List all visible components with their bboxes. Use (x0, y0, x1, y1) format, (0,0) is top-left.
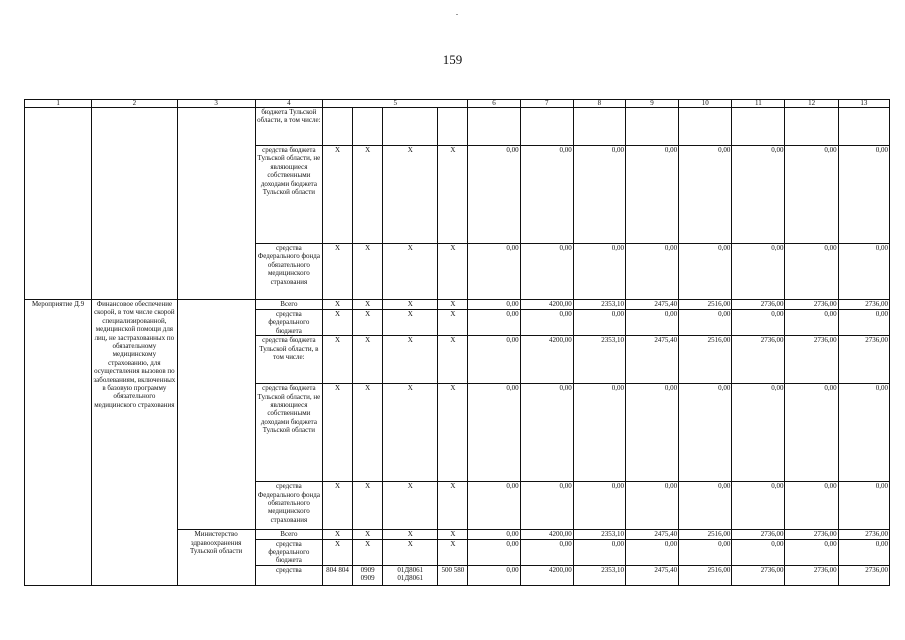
budget-code-cell: X (438, 300, 468, 310)
amount-cell: 0,00 (468, 565, 520, 585)
measure-description: Финансовое обеспечение скорой, в том числе скорой специализированной, медицинской помощи для лиц, не застрахованных по обязательному медицинскому страхованию, для осуществления вызовов по заболеваниям, включенных в базовую программу обязательного медицинского страхования (92, 300, 177, 586)
amount-cell: 2353,10 (573, 336, 625, 384)
amount-cell: 4200,00 (520, 565, 573, 585)
amount-cell: 2516,00 (679, 530, 732, 539)
amount-cell: 0,00 (732, 539, 785, 565)
budget-code-cell: X (322, 482, 352, 530)
budget-code-cell: 0909 0909 (353, 565, 383, 585)
funding-source: бюджета Тульской области, в том числе: (255, 108, 322, 146)
amount-cell: 0,00 (468, 336, 520, 384)
budget-code-cell: X (383, 384, 438, 482)
budget-code-cell (353, 108, 383, 146)
amount-cell: 4200,00 (520, 336, 573, 384)
amount-cell: 4200,00 (520, 530, 573, 539)
amount-cell: 0,00 (785, 539, 838, 565)
amount-cell: 0,00 (468, 539, 520, 565)
budget-code-cell: X (322, 530, 352, 539)
amount-cell: 0,00 (573, 384, 625, 482)
amount-cell: 0,00 (573, 539, 625, 565)
budget-code-cell: X (438, 539, 468, 565)
amount-cell (625, 108, 678, 146)
amount-cell: 0,00 (520, 310, 573, 336)
funding-source: средства Федерального фонда обязательного медицинского страхования (255, 482, 322, 530)
budget-code-cell (383, 108, 438, 146)
amount-cell: 0,00 (838, 539, 889, 565)
budget-code-cell: X (353, 530, 383, 539)
amount-cell: 2736,00 (785, 336, 838, 384)
amount-cell: 0,00 (732, 244, 785, 300)
header-cell: 8 (573, 100, 625, 108)
header-cell: 3 (177, 100, 255, 108)
budget-code-cell: X (353, 336, 383, 384)
amount-cell: 0,00 (468, 146, 520, 244)
budget-code-cell (438, 108, 468, 146)
budget-code-cell: X (438, 384, 468, 482)
amount-cell: 0,00 (468, 310, 520, 336)
budget-code-cell: X (438, 482, 468, 530)
header-cell: 1 (25, 100, 92, 108)
amount-cell: 2353,10 (573, 530, 625, 539)
amount-cell: 0,00 (625, 310, 678, 336)
header-cell: 2 (92, 100, 177, 108)
amount-cell: 0,00 (679, 384, 732, 482)
funding-source: средства бюджета Тульской области, в том числе: (255, 336, 322, 384)
amount-cell (468, 108, 520, 146)
header-cell: 4 (255, 100, 322, 108)
amount-cell: 0,00 (679, 310, 732, 336)
header-cell: 5 (322, 100, 467, 108)
amount-cell: 2475,40 (625, 530, 678, 539)
budget-code-cell: X (383, 336, 438, 384)
amount-cell: 2475,40 (625, 336, 678, 384)
page-mark (456, 14, 458, 15)
amount-cell: 4200,00 (520, 300, 573, 310)
amount-cell: 2353,10 (573, 565, 625, 585)
amount-cell: 0,00 (732, 384, 785, 482)
amount-cell: 0,00 (468, 482, 520, 530)
amount-cell (573, 108, 625, 146)
amount-cell: 0,00 (520, 384, 573, 482)
budget-code-cell: X (322, 244, 352, 300)
budget-table (24, 99, 890, 586)
budget-code-cell: X (353, 300, 383, 310)
funding-source: Всего (255, 530, 322, 539)
amount-cell (520, 108, 573, 146)
funding-source: средства федерального бюджета (255, 539, 322, 565)
amount-cell: 2736,00 (838, 336, 889, 384)
budget-code-cell: X (383, 310, 438, 336)
page-number: 159 (442, 52, 463, 67)
amount-cell: 0,00 (520, 244, 573, 300)
header-cell: 7 (520, 100, 573, 108)
budget-code-cell: X (322, 310, 352, 336)
blank-cell (92, 108, 177, 300)
amount-cell: 0,00 (732, 482, 785, 530)
budget-code-cell: X (383, 300, 438, 310)
header-cell: 11 (732, 100, 785, 108)
budget-code-cell: X (383, 539, 438, 565)
funding-source: средства (255, 565, 322, 585)
amount-cell: 0,00 (573, 310, 625, 336)
amount-cell: 0,00 (625, 146, 678, 244)
amount-cell: 0,00 (838, 244, 889, 300)
budget-code-cell: X (353, 482, 383, 530)
budget-code-cell: X (353, 244, 383, 300)
amount-cell: 0,00 (520, 482, 573, 530)
amount-cell: 0,00 (468, 244, 520, 300)
amount-cell: 0,00 (785, 482, 838, 530)
header-cell: 12 (785, 100, 838, 108)
header-row (25, 100, 890, 108)
amount-cell: 0,00 (838, 146, 889, 244)
amount-cell: 2475,40 (625, 300, 678, 310)
amount-cell (785, 108, 838, 146)
amount-cell: 2516,00 (679, 336, 732, 384)
budget-code-cell: X (322, 384, 352, 482)
budget-code-cell: X (322, 336, 352, 384)
budget-code-cell: X (353, 146, 383, 244)
amount-cell: 0,00 (573, 244, 625, 300)
budget-code-cell: X (438, 244, 468, 300)
amount-cell: 0,00 (520, 146, 573, 244)
amount-cell: 0,00 (732, 146, 785, 244)
amount-cell: 0,00 (679, 146, 732, 244)
amount-cell: 2736,00 (732, 300, 785, 310)
amount-cell: 2736,00 (838, 300, 889, 310)
budget-code-cell: 500 580 (438, 565, 468, 585)
amount-cell: 0,00 (838, 482, 889, 530)
amount-cell: 2516,00 (679, 300, 732, 310)
budget-code-cell: X (353, 539, 383, 565)
amount-cell (679, 108, 732, 146)
executor-name: Министерство здравоохранения Тульской области (177, 530, 255, 586)
amount-cell: 0,00 (625, 244, 678, 300)
table-row (25, 300, 890, 310)
budget-code-cell: X (383, 146, 438, 244)
amount-cell: 2475,40 (625, 565, 678, 585)
amount-cell (838, 108, 889, 146)
funding-source: средства бюджета Тульской области, не являющиеся собственными доходами бюджета Тульской области (255, 384, 322, 482)
amount-cell: 2736,00 (785, 530, 838, 539)
budget-code-cell: 804 804 (322, 565, 352, 585)
amount-cell: 0,00 (785, 244, 838, 300)
budget-code-cell: 01Д8061 01Д8061 (383, 565, 438, 585)
budget-code-cell: X (322, 539, 352, 565)
header-cell: 6 (468, 100, 520, 108)
amount-cell: 2736,00 (732, 336, 785, 384)
amount-cell: 2736,00 (732, 565, 785, 585)
budget-code-cell: X (383, 530, 438, 539)
budget-code-cell: X (322, 146, 352, 244)
amount-cell: 0,00 (625, 539, 678, 565)
budget-code-cell: X (438, 336, 468, 384)
budget-code-cell: X (438, 310, 468, 336)
budget-code-cell: X (438, 530, 468, 539)
amount-cell: 2353,10 (573, 300, 625, 310)
amount-cell: 0,00 (573, 482, 625, 530)
blank-cell (25, 108, 92, 300)
blank-cell (177, 108, 255, 300)
amount-cell: 0,00 (838, 310, 889, 336)
budget-code-cell: X (353, 310, 383, 336)
amount-cell: 0,00 (838, 384, 889, 482)
amount-cell: 0,00 (625, 384, 678, 482)
amount-cell: 0,00 (785, 310, 838, 336)
amount-cell: 2736,00 (732, 530, 785, 539)
amount-cell: 0,00 (679, 539, 732, 565)
amount-cell: 0,00 (732, 310, 785, 336)
amount-cell: 0,00 (785, 146, 838, 244)
amount-cell: 0,00 (625, 482, 678, 530)
budget-code-cell (322, 108, 352, 146)
amount-cell: 2736,00 (838, 565, 889, 585)
blank-cell (177, 300, 255, 530)
amount-cell: 0,00 (468, 300, 520, 310)
measure-label: Мероприятие Д.9 (25, 300, 92, 586)
amount-cell (732, 108, 785, 146)
table-row (25, 108, 890, 146)
header-cell: 10 (679, 100, 732, 108)
header-cell: 9 (625, 100, 678, 108)
budget-code-cell: X (438, 146, 468, 244)
amount-cell: 2736,00 (785, 565, 838, 585)
amount-cell: 0,00 (679, 244, 732, 300)
budget-code-cell: X (353, 384, 383, 482)
budget-code-cell: X (383, 244, 438, 300)
funding-source: средства Федерального фонда обязательного медицинского страхования (255, 244, 322, 300)
amount-cell: 2736,00 (785, 300, 838, 310)
amount-cell: 0,00 (468, 530, 520, 539)
budget-code-cell: X (322, 300, 352, 310)
amount-cell: 0,00 (520, 539, 573, 565)
funding-source: средства бюджета Тульской области, не являющиеся собственными доходами бюджета Тульской области (255, 146, 322, 244)
amount-cell: 0,00 (468, 384, 520, 482)
amount-cell: 2516,00 (679, 565, 732, 585)
amount-cell: 0,00 (573, 146, 625, 244)
amount-cell: 0,00 (785, 384, 838, 482)
funding-source: Всего (255, 300, 322, 310)
funding-source: средства федерального бюджета (255, 310, 322, 336)
amount-cell: 2736,00 (838, 530, 889, 539)
amount-cell: 0,00 (679, 482, 732, 530)
budget-code-cell: X (383, 482, 438, 530)
header-cell: 13 (838, 100, 889, 108)
